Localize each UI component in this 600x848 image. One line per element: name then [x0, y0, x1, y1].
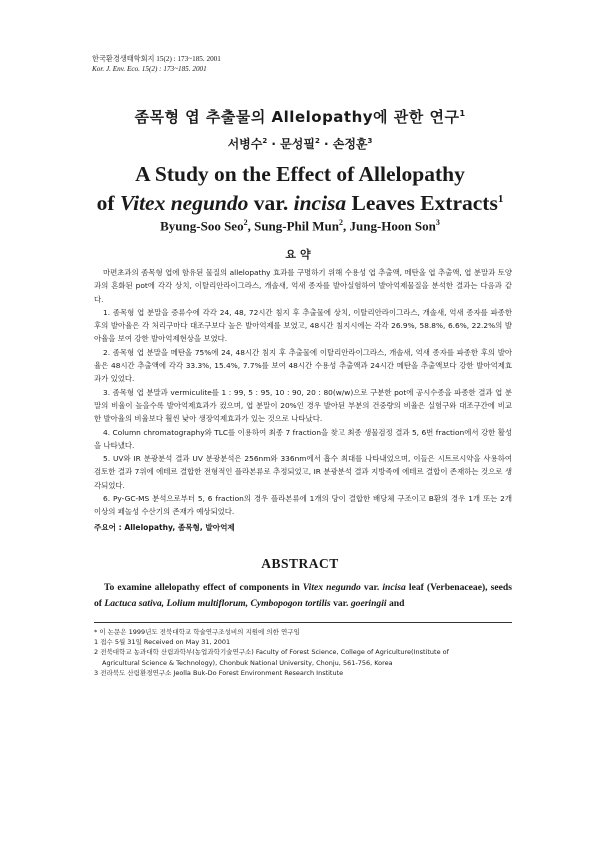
english-title	[0, 162, 600, 216]
english-abstract-heading: ABSTRACT	[261, 556, 339, 571]
abstract-text: and	[386, 598, 405, 609]
korean-author-3-mark: 3	[367, 137, 373, 145]
title-prefix: of	[96, 191, 120, 216]
korean-author-3: 손정훈	[332, 137, 368, 151]
korean-abstract-paragraph: 3. 좀목형 엽 분말과 vermiculite를 1 : 99, 5 : 95, 10 : 90, 20 : 80(w/w)으로 구분한 pot에 공시수종을 파종한 결과 엽 분말의 비율이 높을수록 발아억제효과가 컸으며, 엽 분말이 20%인 경우 발아된 부분의 건중량의 비율은 실험구와 대조구간에 비교한 발아율의 비율보다 훨씬 낮아 생장억제효과가 있는 것으로 나타났다.	[94, 387, 512, 424]
korean-abstract-paragraph: 4. Column chromatography와 TLC를 이용하여 최종 7 fraction을 찾고 최종 생물검정 결과 5, 6번 fraction에서 강한 활성을 나타냈다.	[94, 427, 512, 450]
footnote-affiliation-2: 2 전북대학교 농과대학 산림과학부(농업과학기술연구소) Faculty of Forest Science, College of Agriculture(Institute of	[94, 648, 449, 657]
korean-abstract-paragraph: 1. 좀목형 엽 분말을 증류수에 각각 24, 48, 72시간 침지 후 추출물에 상치, 이탈리안라이그라스, 개솔새, 억새 종자를 파종한 후의 발아율은 각 처리구마다 대조구보다 높은 발아억제를 보였고, 48시간 침지시에는 각각 26.9%, 58.8%, 6.6%, 22.2%의 발아율을 보여 강한 발아억제현상을 보였다.	[94, 307, 512, 344]
english-authors: Byung-Soo Seo$^2$, Sung-Phil Mun$^2$, Jung-Hoon Son$^3$	[160, 218, 440, 234]
english-abstract-paragraph	[94, 580, 512, 612]
english-title-line-1: A Study on the Effect of Allelopathy	[135, 162, 465, 186]
journal-korean-citation: 한국환경생태학회지 15(2) : 173~185. 2001	[92, 55, 221, 63]
footnote-affiliation-3: 3 전라북도 산림환경연구소 Jeolla Buk-Do Forest Environment Research Institute	[94, 668, 344, 677]
author-separator: ·	[319, 137, 333, 151]
abstract-text: leaf (Verbenaceae), seeds of	[94, 582, 512, 609]
footnote-funding: * 이 논문은 1999년도 전북대학교 학술연구조성비의 지원에 의한 연구임	[94, 628, 300, 636]
journal-header	[92, 54, 221, 74]
title-subspecies: incisa	[293, 191, 347, 216]
english-author-3-mark: 3	[435, 218, 440, 227]
abstract-species: goeringii	[350, 598, 387, 609]
korean-title	[0, 106, 600, 127]
korean-abstract-paragraph: 2. 좀목형 엽 분말을 메탄올 75%에 24, 48시간 침지 후 추출물에 이탈리안라이그라스, 개솔새, 억새 종자를 파종한 후의 발아율은 48시간 추출액에 각각 33.3%, 15.4%, 7.7%를 보여 48시간 수용성 추출액과 24시간 메탄올 추출액보다 강한 발아억제효과가 있었다.	[94, 347, 512, 384]
korean-author-1-mark: 2	[262, 137, 268, 145]
korean-title-footnote-mark: 1	[459, 109, 466, 118]
english-author-1-mark: 2	[243, 218, 248, 227]
english-author-3: Jung-Hoon Son	[349, 218, 436, 234]
korean-author-2: 문성필	[280, 137, 315, 151]
footnotes	[94, 627, 514, 678]
author-separator: ·	[267, 137, 281, 151]
keywords: 주요어 : Allelopathy, 좀목형, 발아억제	[94, 523, 235, 532]
abstract-species: incisa	[382, 582, 406, 593]
footnote-received: 1 접수 5월 31일 Received on May 31, 2001	[94, 638, 231, 647]
korean-abstract-paragraph: 마편초과의 좀목형 엽에 함유된 물질의 allelopathy 효과를 구명하기 위해 수용성 엽 추출액, 메탄올 엽 추출액, 엽 분말과 토양과의 혼화된 pot에 각각 상치, 이탈리안라이그라스, 개솔새, 억새 종자를 발아실험하여 발아억제물질을 분석한 결과는 다음과 같다.	[94, 268, 512, 304]
english-title-line-2	[0, 187, 600, 216]
title-species: Vitex negundo	[119, 191, 249, 216]
korean-authors	[0, 135, 600, 152]
korean-abstract-paragraph: 5. UV와 IR 분광분석 결과 UV 분광분석은 256nm와 336nm에서 흡수 최대를 나타내었으며, 이들은 시트르시약을 사용하여 검토한 결과 7위에 에테르 결합한 전형적인 플라본류로 추정되었고, IR 분광분석 결과 지방족에 에테르 결합이 존재하는 것으로 생각되었다.	[94, 454, 512, 490]
korean-abstract-paragraph: 6. Py-GC-MS 분석으로부터 5, 6 fraction의 경우 플라본류에 1개의 당이 결합한 배당체 구조이고 B환의 경우 1개 또는 2개 이상의 페놀성 수산기의 존재가 예상되었다.	[94, 494, 512, 517]
footnote-divider	[94, 622, 512, 623]
english-author-2: Sung-Phil Mun	[254, 218, 339, 234]
abstract-species: Vitex negundo	[302, 582, 361, 593]
abstract-species: Lactuca sativa, Lolium multiflorum, Cymbopogon tortilis	[104, 598, 331, 609]
korean-abstract-body	[94, 266, 512, 519]
korean-title-text: 좀목형 엽 추출물의 Allelopathy에 관한 연구	[134, 108, 460, 126]
abstract-text: var.	[360, 582, 383, 593]
footnote-affiliation-2-continued: Agricultural Science & Technology), Chonbuk National University, Chonju, 561-756, Korea	[102, 658, 393, 667]
abstract-text: To examine allelopathy effect of components in	[104, 582, 303, 593]
korean-abstract-heading: 요약	[285, 248, 315, 261]
title-suffix: Leaves Extracts	[346, 191, 498, 216]
english-author-1: Byung-Soo Seo	[160, 218, 244, 234]
korean-author-1: 서병수	[227, 137, 263, 151]
english-title-footnote-mark: 1	[497, 193, 504, 205]
journal-english-citation: Kor. J. Env. Eco. 15(2) : 173~185. 2001	[92, 65, 207, 73]
title-var: var.	[248, 191, 294, 216]
abstract-text: var.	[330, 598, 351, 609]
english-author-2-mark: 2	[339, 218, 343, 227]
english-abstract-body	[94, 580, 512, 612]
korean-author-2-mark: 2	[314, 137, 320, 145]
